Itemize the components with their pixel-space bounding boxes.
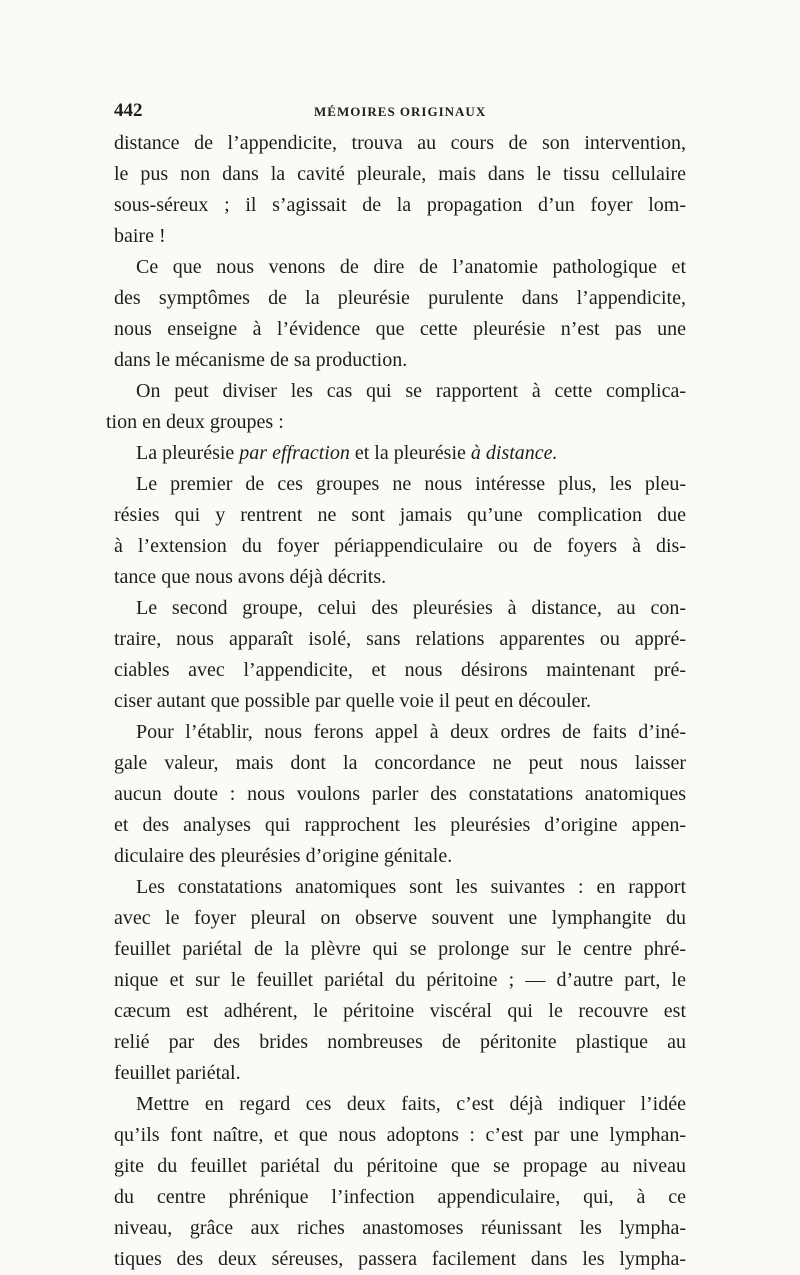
text-line: diculaire des pleurésies d’origine génitale. (114, 845, 453, 867)
text-line: Les constatations anatomiques sont les suivantes : en rapport (136, 876, 686, 898)
paragraph (114, 469, 686, 593)
text-line: Pour l’établir, nous ferons appel à deux ordres de faits d’iné- (136, 721, 686, 743)
text-line: du centre phrénique l’infection appendiculaire, qui, à ce (114, 1186, 686, 1208)
text-line: avec le foyer pleural on observe souvent une lymphangite du (114, 907, 686, 929)
text-line: qu’ils font naître, et que nous adoptons : c’est par une lymphan- (114, 1124, 686, 1146)
paragraph (114, 252, 686, 376)
text-line: ciables avec l’appendicite, et nous désirons maintenant pré- (114, 659, 686, 681)
text-line: relié par des brides nombreuses de péritonite plastique au (114, 1031, 686, 1053)
paragraph (114, 438, 686, 469)
italic-phrase: par effraction (239, 442, 350, 464)
text-line: feuillet pariétal de la plèvre qui se prolonge sur le centre phré- (114, 938, 686, 960)
text-line: Le second groupe, celui des pleurésies à distance, au con- (136, 597, 686, 619)
running-title: MÉMOIRES ORIGINAUX (314, 104, 487, 119)
text-line: cæcum est adhérent, le péritoine viscéral qui le recouvre est (114, 1000, 686, 1022)
text-line: sous-séreux ; il s’agissait de la propagation d’un foyer lom- (114, 194, 686, 216)
text-line: Ce que nous venons de dire de l’anatomie pathologique et (136, 256, 686, 278)
text-line: niveau, grâce aux riches anastomoses réunissant les lympha- (114, 1217, 686, 1239)
text-line: tance que nous avons déjà décrits. (114, 566, 387, 588)
text-line: On peut diviser les cas qui se rapportent à cette complica- (136, 380, 686, 402)
text-line: traire, nous apparaît isolé, sans relations apparentes ou appré- (114, 628, 686, 650)
page (106, 100, 686, 1275)
paragraph (114, 593, 686, 717)
paragraph (114, 1089, 686, 1275)
text-line: tion en deux groupes : (106, 411, 284, 433)
text-span: et la pleurésie (349, 442, 471, 464)
text-line: Mettre en regard ces deux faits, c’est déjà indiquer l’idée (136, 1093, 686, 1115)
italic-phrase: à distance. (470, 442, 558, 464)
paragraph (106, 376, 686, 438)
text-span: La pleurésie (136, 442, 240, 464)
text-line: gite du feuillet pariétal du péritoine que se propage au niveau (114, 1155, 686, 1177)
text-line: des symptômes de la pleurésie purulente dans l’appendicite, (114, 287, 686, 309)
paragraph (114, 128, 686, 252)
paragraph (114, 872, 686, 1089)
page-header (114, 100, 686, 128)
text-line: nous enseigne à l’évidence que cette pleurésie n’est pas une (114, 318, 686, 340)
text-line: résies qui y rentrent ne sont jamais qu’une complication due (114, 504, 686, 526)
text-line: et des analyses qui rapprochent les pleurésies d’origine appen- (114, 814, 686, 836)
text-line: distance de l’appendicite, trouva au cours de son intervention, (114, 132, 686, 154)
text-line: baire ! (114, 225, 166, 247)
text-line: gale valeur, mais dont la concordance ne peut nous laisser (114, 752, 686, 774)
text-line: le pus non dans la cavité pleurale, mais dans le tissu cellulaire (114, 163, 686, 185)
text-line: nique et sur le feuillet pariétal du péritoine ; — d’autre part, le (114, 969, 686, 991)
body-text (106, 128, 686, 1275)
text-line: aucun doute : nous voulons parler des constatations anatomiques (114, 783, 686, 805)
paragraph (114, 717, 686, 872)
text-line: feuillet pariétal. (114, 1062, 241, 1084)
text-line: dans le mécanisme de sa production. (114, 349, 408, 371)
text-line: tiques des deux séreuses, passera facilement dans les lympha- (114, 1248, 686, 1270)
page-number: 442 (114, 100, 143, 121)
text-line: à l’extension du foyer périappendiculaire ou de foyers à dis- (114, 535, 686, 557)
text-line: ciser autant que possible par quelle voie il peut en découler. (114, 690, 592, 712)
text-line (114, 438, 686, 469)
text-line: Le premier de ces groupes ne nous intéresse plus, les pleu- (136, 473, 686, 495)
